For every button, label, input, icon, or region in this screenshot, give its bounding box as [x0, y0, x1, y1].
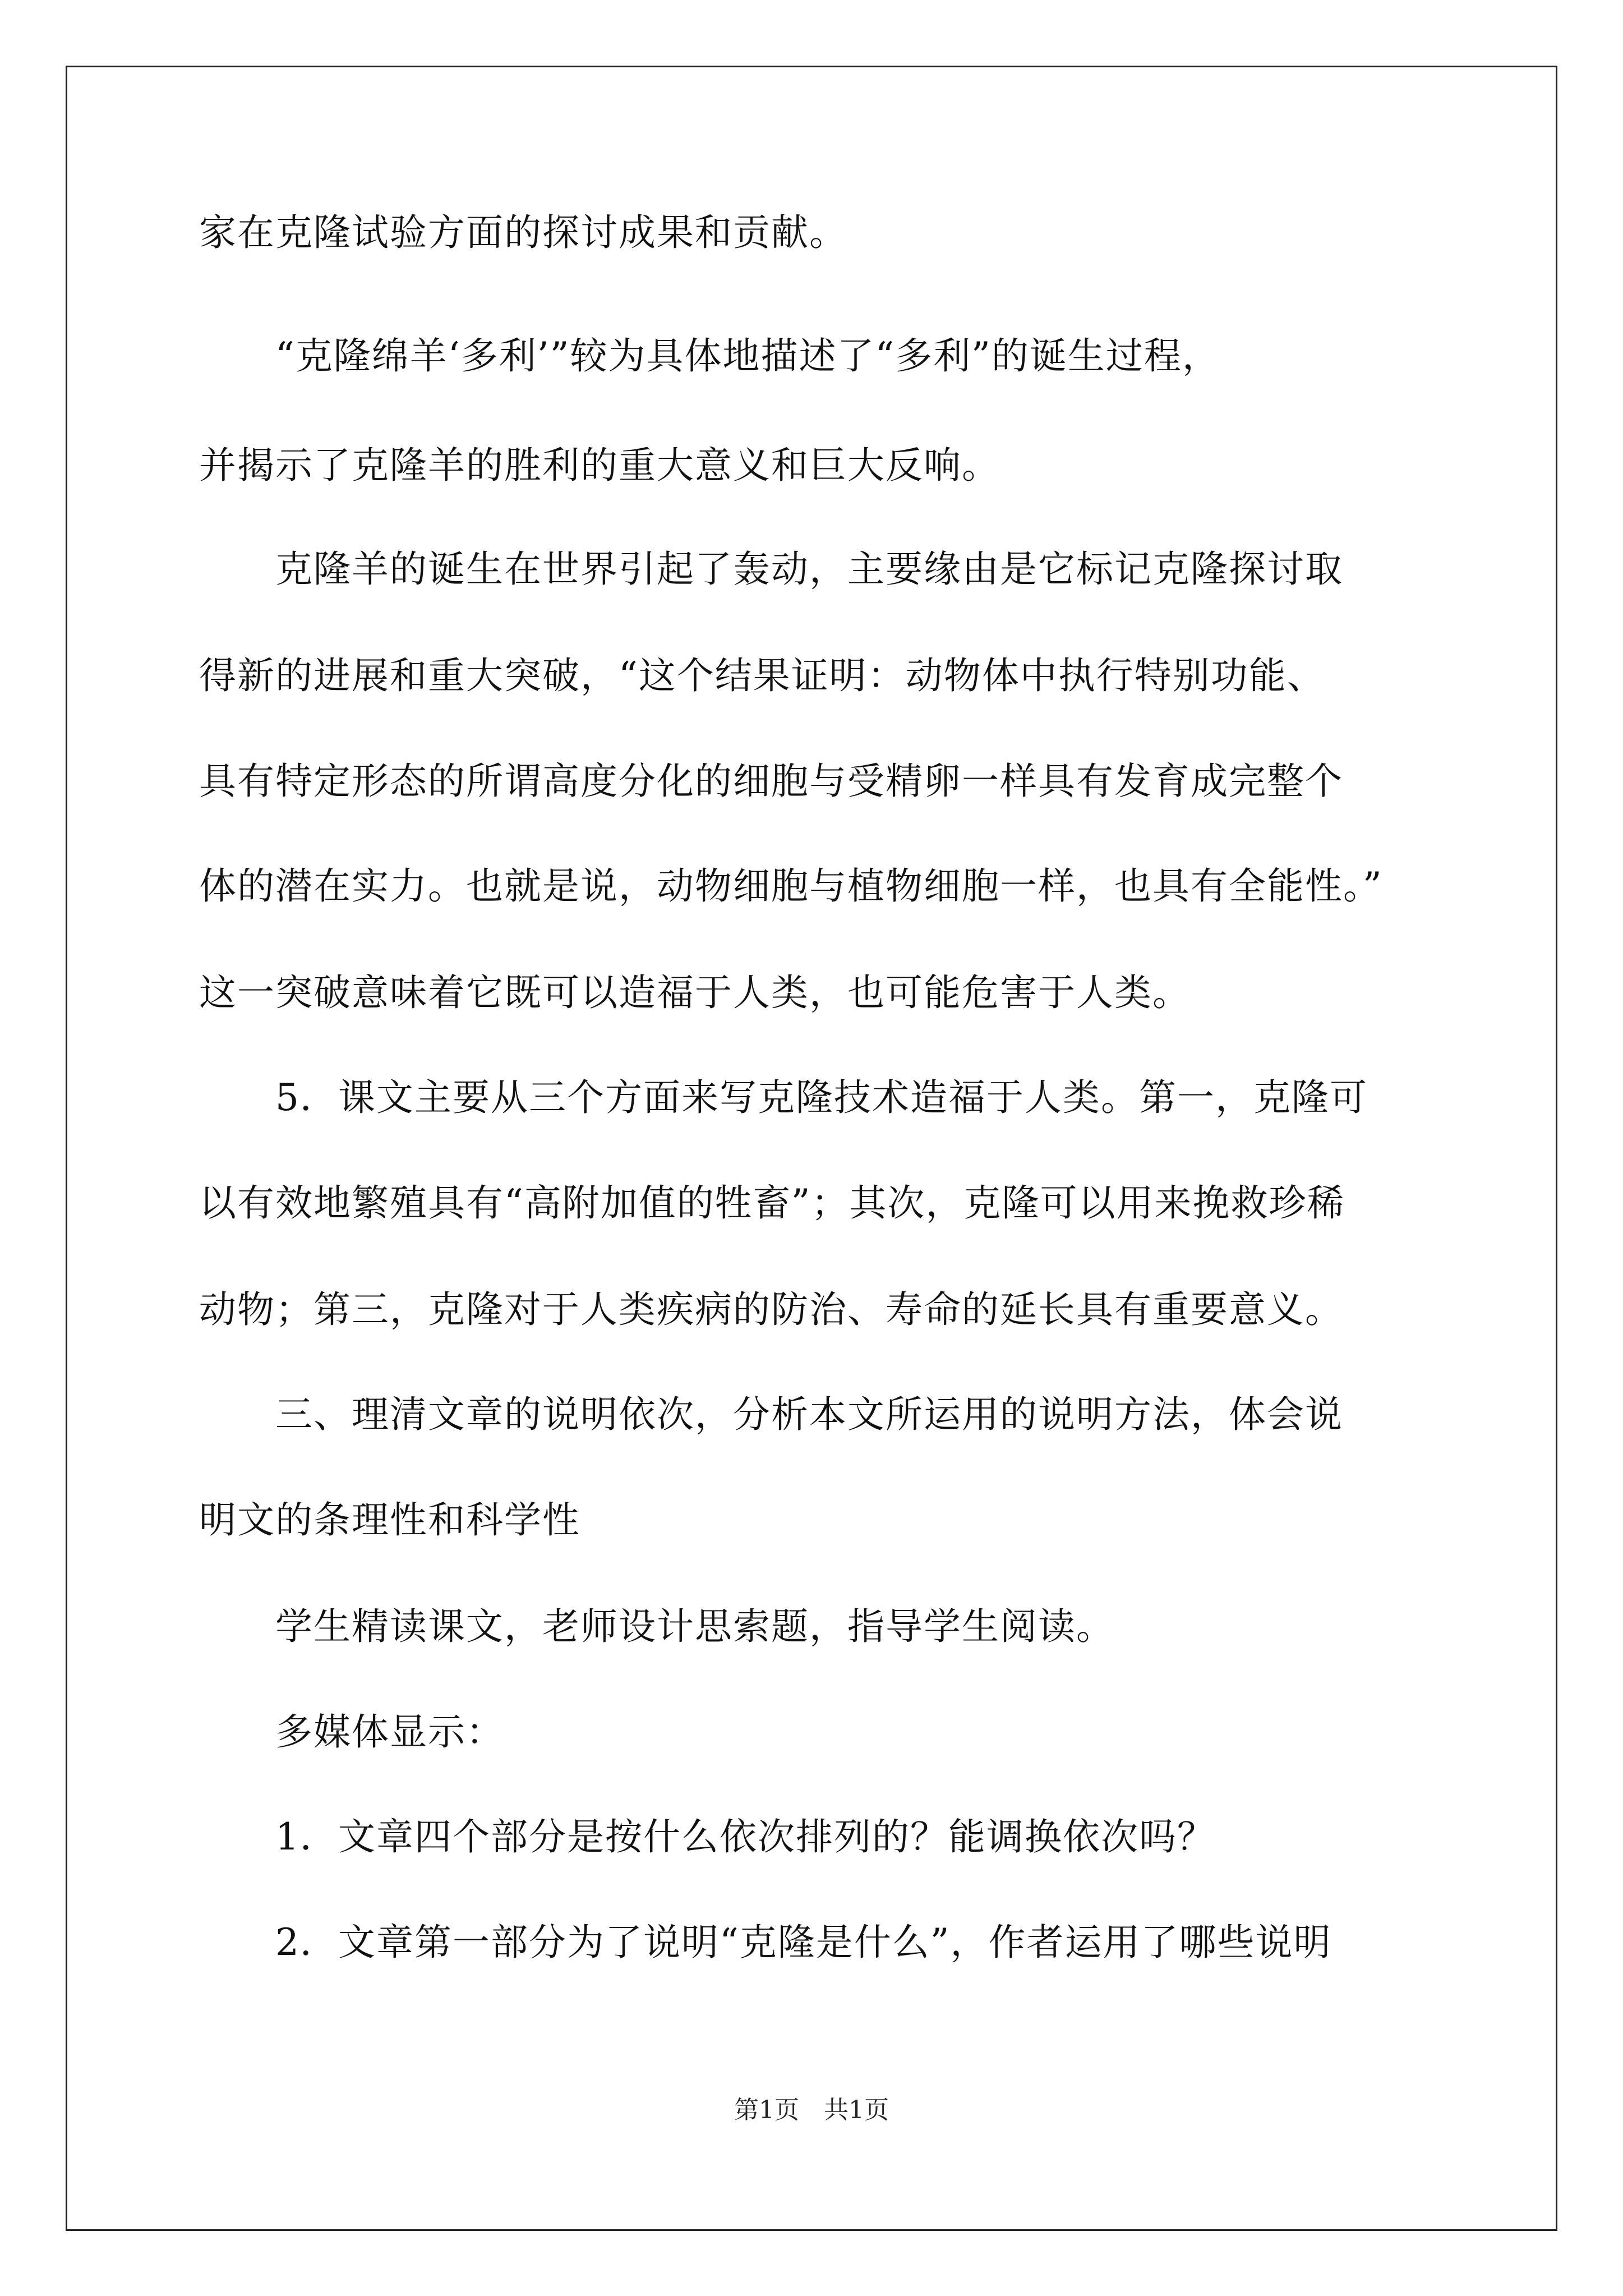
text-line: 家在克隆试验方面的探讨成果和贡献。	[199, 211, 847, 254]
text-line: 以有效地繁殖具有“高附加值的牲畜”；其次，克隆可以用来挽救珍稀	[199, 1181, 1345, 1225]
text-line: 多媒体显示：	[199, 1710, 504, 1754]
text-line: 并揭示了克隆羊的胜利的重大意义和巨大反响。	[199, 444, 1000, 487]
text-line: 具有特定形态的所谓高度分化的细胞与受精卵一样具有发育成完整个	[199, 760, 1343, 803]
text-line: 动物；第三，克隆对于人类疾病的防治、寿命的延长具有重要意义。	[199, 1288, 1343, 1331]
text-line: 体的潜在实力。也就是说，动物细胞与植物细胞一样，也具有全能性。”	[199, 864, 1383, 908]
text-line: 1．文章四个部分是按什么依次排列的？能调换依次吗？	[199, 1815, 1215, 1858]
text-line: 三、理清文章的说明依次，分析本文所运用的说明方法，体会说	[199, 1393, 1343, 1436]
text-line: “克隆绵羊‘多利’”较为具体地描述了“多利”的诞生过程，	[199, 334, 1220, 378]
text-line: 克隆羊的诞生在世界引起了轰动，主要缘由是它标记克隆探讨取	[199, 547, 1343, 591]
text-line: 5．课文主要从三个方面来写克隆技术造福于人类。第一，克隆可	[199, 1076, 1368, 1119]
text-line: 明文的条理性和科学性	[199, 1498, 580, 1542]
text-line: 学生精读课文，老师设计思索题，指导学生阅读。	[199, 1605, 1114, 1648]
text-line: 2．文章第一部分为了说明“克隆是什么”，作者运用了哪些说明	[199, 1921, 1332, 1964]
page-footer: 第1页 共1页	[734, 2096, 889, 2124]
text-line: 得新的进展和重大突破，“这个结果证明：动物体中执行特别功能、	[199, 654, 1325, 697]
page-border	[66, 66, 1557, 2231]
text-line: 这一突破意味着它既可以造福于人类，也可能危害于人类。	[199, 971, 1191, 1014]
